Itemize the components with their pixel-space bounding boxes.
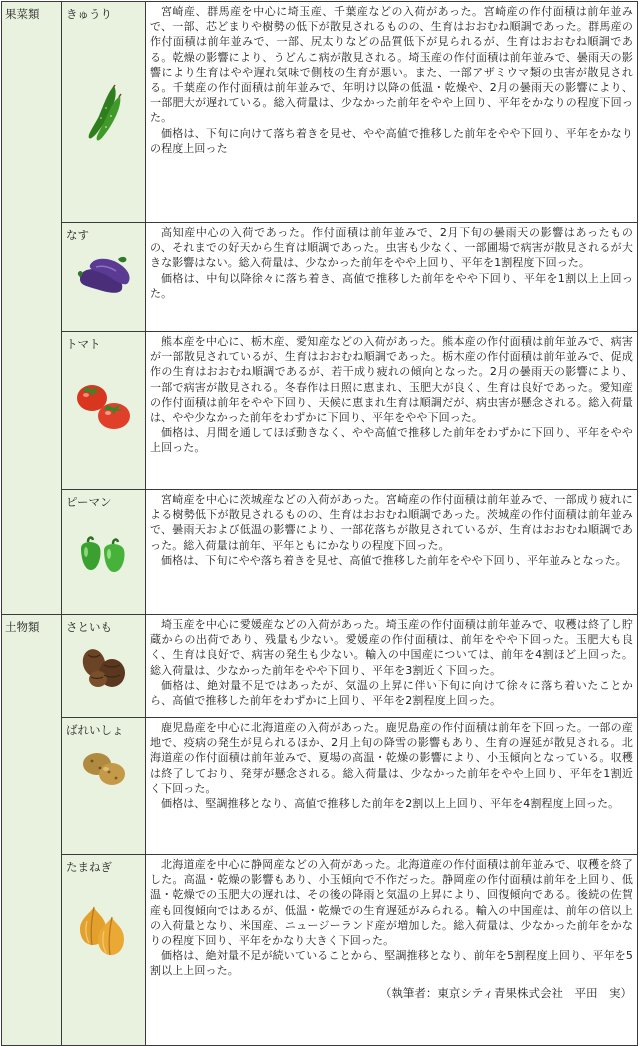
description-cell (146, 332, 638, 490)
item-cell (62, 223, 146, 332)
supply-paragraph: 高知産中心の入荷であった。作付面積は前年並みで、2月下旬の曇雨天の影響はあったものの、それまでの好天から生育は順調であった。虫害も少なく、一部圃場で病害が散見されるが大きな影響はない。総入荷量は、少なかった前年をやや上回り、平年を1割程度下回った。 (150, 226, 633, 270)
onion-icon (62, 901, 145, 957)
table-row (2, 615, 638, 718)
description-cell (146, 223, 638, 332)
eggplant-icon (62, 249, 145, 297)
author-credit: （執筆者：東京シティ青果株式会社 平田 実） (379, 986, 632, 1000)
description-cell (146, 615, 638, 718)
item-name: トマト (66, 337, 101, 351)
taro-icon (62, 645, 145, 691)
potato-icon (62, 748, 145, 788)
price-paragraph: 価格は、下旬に向けて落ち着きを見せ、やや高値で推移した前年をやや下回り、平年をかなりの程度上回った (150, 126, 633, 155)
table-row (2, 223, 638, 332)
table-row (2, 2, 638, 223)
tomato-icon (62, 380, 145, 432)
item-name: たまねぎ (66, 860, 112, 874)
supply-paragraph: 北海道産を中心に静岡産などの入荷があった。北海道産の作付面積は前年並みで、収穫を終了した。高温・乾燥の影響もあり、小玉傾向で不作だった。静岡産の作付面積は前年を上回り、低温・乾燥での玉肥大の遅れは、その後の降雨と気温の上昇により、回復傾向である。後続の佐賀産も回復傾向ではあるが、低温・乾燥での生育遅延がみられる。輸入の中国産は、前年の倍以上の入荷量となり、米国産、ニュージーランド産が増加した。総入荷量は、少なかった前年をかなりの程度下回り、平年をかなり大きく下回った。 (150, 858, 633, 948)
price-paragraph: 価格は、下旬にやや落ち着きを見せ、高値で推移した前年をやや下回り、平年並みとなった。 (161, 553, 627, 567)
cucumber-icon (62, 82, 145, 144)
produce-market-table (1, 1, 638, 1046)
price-paragraph: 価格は、堅調推移となり、高値で推移した前年を2割以上上回り、平年を4割程度上回った。 (161, 797, 620, 811)
price-paragraph: 価格は、絶対量不足が続いていることから、堅調推移となり、前年を5割程度上回り、平年を5割以上上回った。 (150, 949, 633, 978)
price-paragraph: 価格は、中旬以降徐々に落ち着き、高値で推移した前年をやや下回り、平年を1割以上上回った。 (150, 271, 633, 300)
table-row (2, 490, 638, 615)
supply-paragraph: 鹿児島産を中心に北海道産の入荷があった。鹿児島産の作付面積は前年を下回った。一部の産地で、疫病の発生が見られるほか、2月上旬の降雪の影響もあり、生育の遅延が散見される。北海道産の作付面積は前年並みで、夏場の高温・乾燥の影響により、小玉傾向となっている。収穫は終了しており、発芽が懸念される。総入荷量は、少なかった前年をやや上回り、平年を1割近く下回った。 (150, 721, 633, 795)
description-cell (146, 490, 638, 615)
price-paragraph: 価格は、絶対量不足ではあったが、気温の上昇に伴い下旬に向けて徐々に落ち着いたことから、高値で推移した前年をわずかに上回り、平年を2割程度上回った。 (150, 678, 633, 708)
table-row (2, 855, 638, 1046)
description-cell (146, 718, 638, 855)
item-cell (62, 615, 146, 718)
item-cell (62, 332, 146, 490)
item-name: さといも (66, 620, 112, 634)
supply-paragraph: 宮崎産、群馬産を中心に埼玉産、千葉産などの入荷があった。宮崎産の作付面積は前年並みで、一部、芯どまりや樹勢の低下が散見されるものの、生育はおおむね順調であった。群馬産の作付面積は前年並みで、一部、尻太りなどの品質低下が見られるが、生育はおおむね順調である。乾燥の影響により、うどんこ病が散見される。埼玉産の作付面積は前年並みで、曇雨天の影響により生育はやや遅れ気味で側枝の生育が悪い。また、一部アザミウマ類の虫害が散見される。千葉産の作付面積は前年並みで、年明け以降の低温・乾燥や、2月の曇雨天の影響により、一部肥大が遅れている。総入荷量は、少なかった前年をやや上回り、平年をかなりの程度下回った。 (150, 5, 633, 125)
item-cell (62, 490, 146, 615)
item-name: ピーマン (66, 495, 112, 509)
price-paragraph: 価格は、月間を通してほぼ動きなく、やや高値で推移した前年をわずかに下回り、平年をやや上回った。 (150, 426, 633, 455)
item-cell (62, 855, 146, 1046)
table-row (2, 332, 638, 490)
item-name: ばれいしょ (66, 723, 124, 737)
item-cell (62, 718, 146, 855)
supply-paragraph: 熊本産を中心に、栃木産、愛知産などの入荷があった。熊本産の作付面積は前年並みで、病害が一部散見されているが、生育はおおむね順調であった。栃木産の作付面積は前年並みで、促成作の生育はおおむね順調であるが、若干成り疲れの傾向となった。2月の曇雨天の影響により、一部で病害が散見される。冬春作は日照に恵まれ、玉肥大が良く、生育は良好であった。愛知産の作付面積は前年をやや下回り、天候に恵まれ生育は順調だが、病虫害が懸念される。総入荷量は、やや少なかった前年をわずかに下回り、平年をやや下回った。 (150, 335, 633, 425)
supply-paragraph: 埼玉産を中心に愛媛産などの入荷があった。埼玉産の作付面積は前年並みで、収穫は終了し貯蔵からの出荷であり、残量も少ない。愛媛産の作付面積は、前年をやや下回った。玉肥大も良く、生育は良好で、病害の発生も少ない。輸入の中国産については、前年を4割ほど上回った。総入荷量は、少なかった前年をやや下回り、平年を3割近く下回った。 (150, 618, 633, 677)
item-name: なす (66, 228, 89, 242)
supply-paragraph: 宮崎産を中心に茨城産などの入荷があった。宮崎産の作付面積は前年並みで、一部成り疲れによる樹勢低下が散見されるものの、生育はおおむね順調であった。茨城産の作付面積は前年並みで、曇雨天および低温の影響により、一部花落ちが散見されているが、生育はおおむね順調であった。総入荷量は前年、平年ともにかなりの程度下回った。 (150, 493, 633, 552)
description-cell (146, 2, 638, 223)
table-row (2, 718, 638, 855)
item-name: きゅうり (66, 7, 112, 21)
bell-pepper-icon (62, 532, 145, 576)
category-cell: 果菜類 (2, 2, 62, 615)
item-cell (62, 2, 146, 223)
description-cell (146, 855, 638, 1046)
category-cell: 土物類 (2, 615, 62, 1046)
